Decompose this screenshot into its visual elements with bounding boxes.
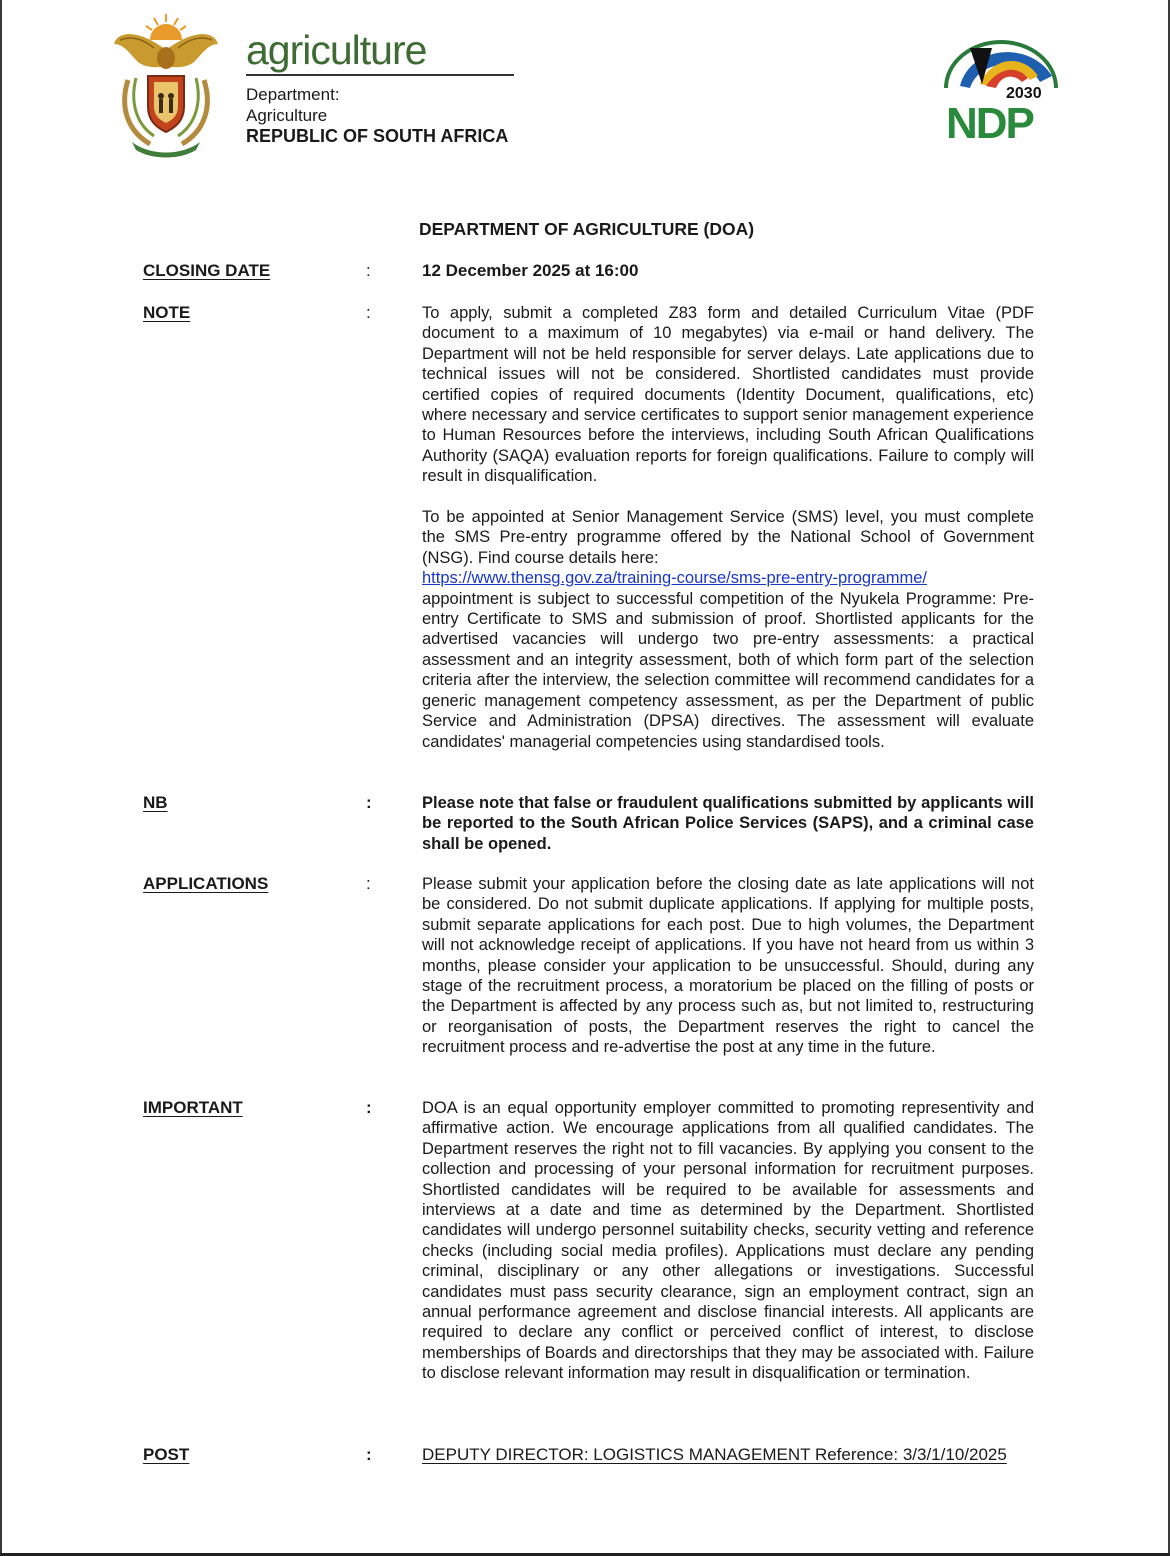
applications-colon: :: [366, 874, 371, 893]
post-label: POST: [143, 1445, 190, 1464]
note-content: [422, 303, 1034, 752]
applications-label: APPLICATIONS: [143, 874, 269, 893]
important-colon: :: [366, 1098, 372, 1117]
post-title: [422, 1445, 1034, 1465]
important-label: IMPORTANT: [143, 1098, 243, 1117]
brand-block: [246, 28, 526, 147]
brand-name: agriculture: [246, 27, 427, 73]
page-border-left: [0, 0, 2, 1556]
closing-date-label: CLOSING DATE: [143, 261, 271, 280]
note-colon: :: [366, 303, 371, 322]
nb-content: Please note that false or fraudulent qualifications submitted by applicants will be reported to the South African Police Services (SAPS), and a criminal case shall be opened.: [422, 794, 1034, 853]
note-paragraph-2-intro: To be appointed at Senior Management Service (SMS) level, you must complete the SMS Pre-entry programme offered by the National School of Government (NSG). Find course details here:: [422, 508, 1034, 567]
ndp-year: 2030: [1006, 85, 1042, 102]
department-label: Department:: [246, 85, 340, 104]
post-colon: :: [366, 1445, 372, 1464]
nb-colon: :: [366, 793, 372, 812]
brand-rule: [246, 74, 514, 76]
country-name: REPUBLIC OF SOUTH AFRICA: [246, 126, 509, 146]
applications-content: Please submit your application before the closing date as late applications will not be considered. Do not submit duplicate applications. If applying for multiple posts, submit separate applications for each post. Due to high volumes, the Department will not acknowledge receipt of applications. If you have not heard from us within 3 months, please consider your application to be unsuccessful. Should, during any stage of the recruitment process, a moratorium be placed on the filling of posts or the Department is affected by any process such as, but not limited to, restructuring or reorganisation of posts, the Department reserves the right to cancel the recruitment process and re-advertise the post at any time in the future.: [422, 875, 1034, 1057]
closing-date-colon: :: [366, 261, 371, 280]
document-heading: DEPARTMENT OF AGRICULTURE (DOA): [419, 219, 755, 239]
note-label: NOTE: [143, 303, 191, 322]
nsg-course-link[interactable]: https://www.thensg.gov.za/training-course/sms-pre-entry-programme/: [422, 569, 927, 588]
ndp-2030-logo: [940, 36, 1062, 144]
closing-date-value: 12 December 2025 at 16:00: [422, 261, 639, 280]
nb-label: NB: [143, 793, 168, 812]
coat-of-arms-logo: [110, 10, 222, 158]
ndp-text: NDP: [946, 99, 1033, 144]
note-paragraph-2-body: appointment is subject to successful competition of the Nyukela Programme: Pre-entry Certificate to SMS and submission of proof. Shortlisted applicants for the advertised vacancies will undergo two pre-entry assessments: a practical assessment and an integrity assessment, both of which form part of the selection criteria after the interview, the selection committee will recommend candidates for a generic management competency assessment, as per the Department of public Service and Administration (DPSA) directives. The assessment will evaluate candidates' managerial competencies using standardised tools.: [422, 589, 1034, 751]
note-paragraph-2: [422, 507, 1034, 752]
department-name: Agriculture: [246, 106, 328, 125]
important-content: DOA is an equal opportunity employer committed to promoting representivity and affirmative action. We encourage applications from all qualified candidates. The Department reserves the right not to fill vacancies. By applying you consent to the collection and processing of your personal information for recruitment purposes. Shortlisted candidates will be required to be available for assessments and interviews at a date and time as determined by the Department. Shortlisted candidates will undergo personnel suitability checks, security vetting and reference checks (including social media profiles). Applications must declare any pending criminal, disciplinary or any other allegations or investigations. Successful candidates must pass security clearance, sign an employment contract, sign an annual performance agreement and disclose financial interests. All applicants are required to declare any conflict or perceived conflict of interest, to disclose memberships of Boards and directorships that they may be associated with. Failure to disclose relevant information may result in disqualification or termination.: [422, 1099, 1034, 1383]
post-title-text: DEPUTY DIRECTOR: LOGISTICS MANAGEMENT Reference: 3/3/1/10/2025: [422, 1445, 1007, 1464]
note-paragraph-1: To apply, submit a completed Z83 form and detailed Curriculum Vitae (PDF document to a maximum of 10 megabytes) via e-mail or hand delivery. The Department will not be held responsible for server delays. Late applications due to technical issues will not be considered. Shortlisted candidates must provide certified copies of required documents (Identity Document, qualifications, etc) where necessary and service certificates to support senior management experience to Human Resources before the interviews, including South African Qualifications Authority (SAQA) evaluation reports for foreign qualifications. Failure to comply will result in disqualification.: [422, 304, 1034, 486]
